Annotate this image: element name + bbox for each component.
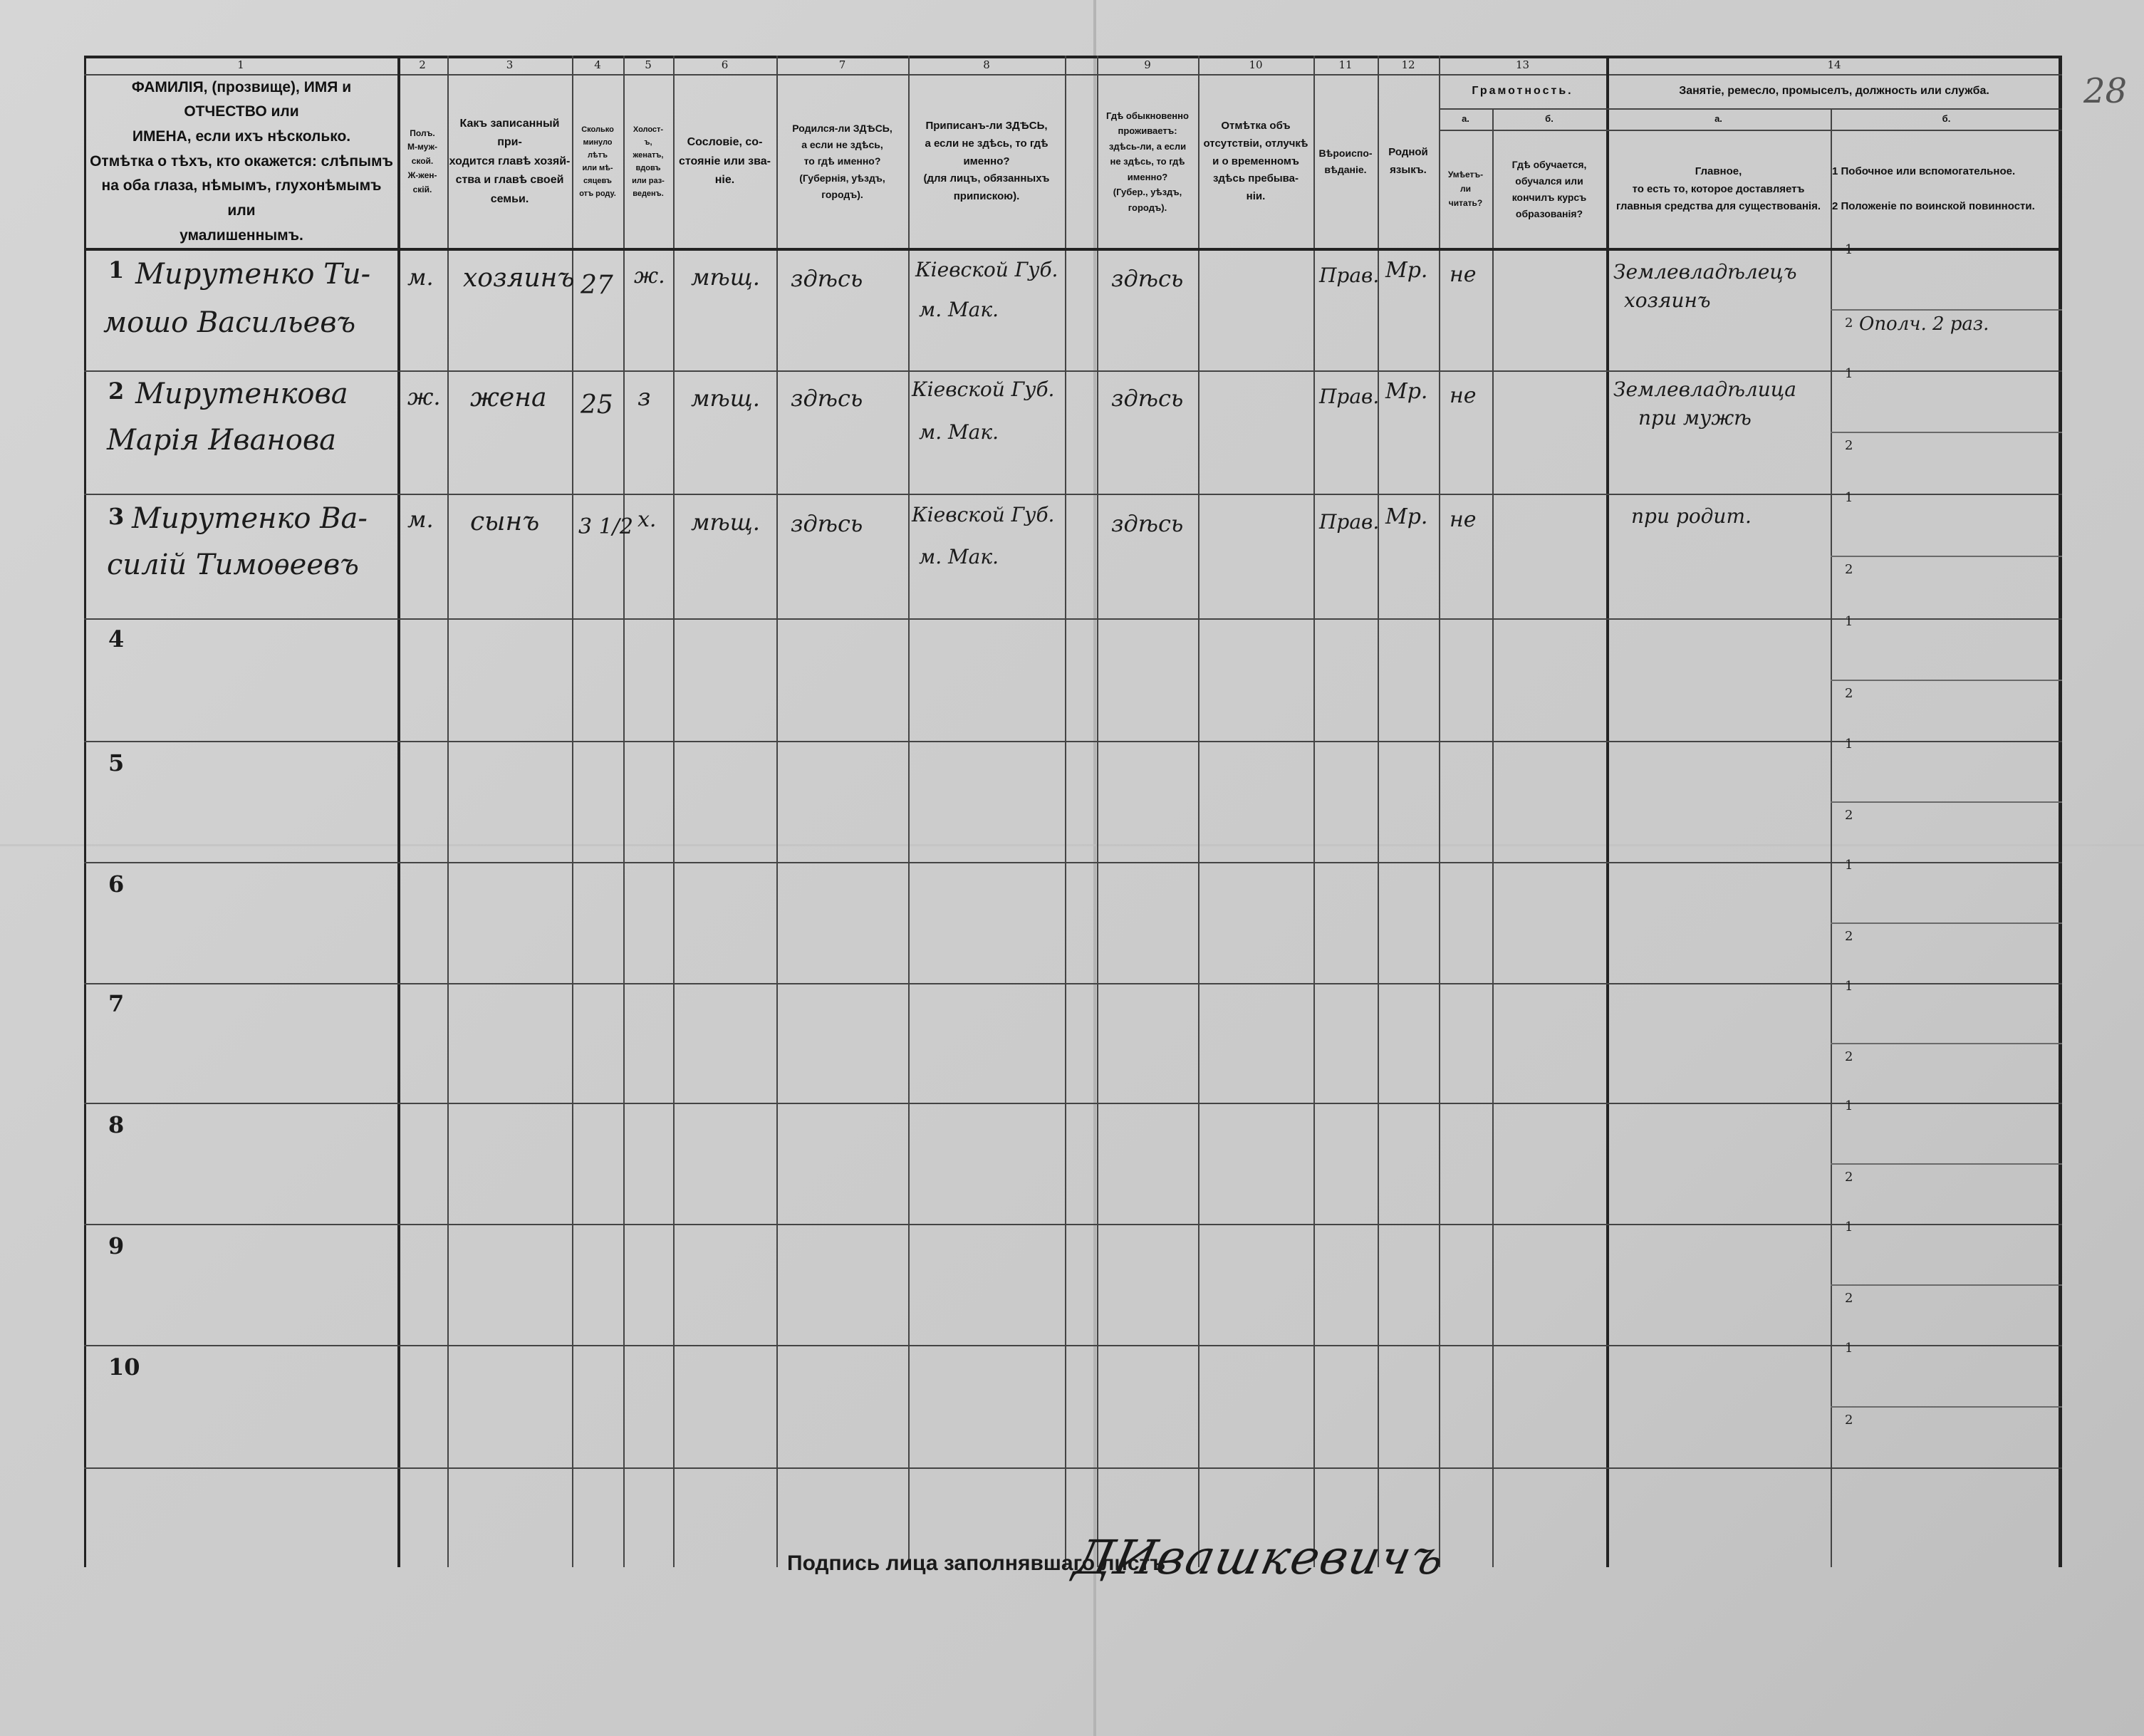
subrow-label: 2 bbox=[1845, 562, 1853, 577]
row2-occupation-line2: при мужѣ bbox=[1638, 406, 1752, 430]
row2-religion: Прав. bbox=[1319, 385, 1380, 408]
subrow-label: 2 bbox=[1845, 1170, 1853, 1185]
header-occupation-b: б. bbox=[1942, 113, 1951, 125]
row3-age: 3 1/2 bbox=[578, 514, 633, 539]
row3-literacy-a: не bbox=[1450, 507, 1477, 532]
col-line-1 bbox=[397, 56, 400, 1567]
header-relation: Какъ записанный при- ходится главѣ хозяй- ства и главѣ своей семьи. bbox=[449, 118, 571, 205]
subrow-label: 1 bbox=[1845, 858, 1853, 873]
row-number: 5 bbox=[108, 749, 125, 776]
header-marital: Холост- ъ, женатъ, вдовъ или раз- веденъ. bbox=[632, 125, 665, 199]
subrow-label: 1 bbox=[1845, 1098, 1853, 1113]
row3-name-line1: Мирутенко Ва- bbox=[132, 502, 368, 535]
header-absence: Отмѣтка объ отсутствіи, отлучкѣ и о временномъ здѣсь пребыва- ніи. bbox=[1203, 120, 1308, 203]
colnum-8: 8 bbox=[983, 58, 990, 71]
row1-occupation-line1: Землевладѣлецъ bbox=[1613, 260, 1797, 284]
header-born: Родился-ли ЗДѢСЬ, а если не здѣсь, то гдѣ именно? (Губернія, уѣздъ, городъ). bbox=[792, 123, 893, 200]
subrow-7 bbox=[1831, 1043, 2062, 1044]
col-line-14a bbox=[1831, 108, 1832, 1567]
colnum-3: 3 bbox=[506, 58, 514, 71]
colnum-2: 2 bbox=[419, 58, 426, 71]
header-resides: Гдѣ обыкновенно проживаетъ: здѣсь-ли, а если не здѣсь, то гдѣ именно? (Губер., уѣздъ, городъ). bbox=[1106, 110, 1189, 213]
header-name: ФАМИЛІЯ, (прозвище), ИМЯ и ОТЧЕСТВО или ИМЕНА, если ихъ нѣсколько. Отмѣтка о тѣхъ, кто окажется: слѣпымъ на оба глаза, нѣмымъ, глухонѣмымъ или умалишеннымъ. bbox=[90, 78, 393, 244]
signature-label: Подпись лица заполнявшаго листъ bbox=[787, 1552, 1166, 1575]
row3-registered-line2: м. Мак. bbox=[919, 545, 999, 568]
row3-born: здѣсь bbox=[791, 510, 863, 537]
col-line-8 bbox=[1065, 56, 1066, 1567]
header-age: Сколько минуло лѣтъ или мѣ- сяцевъ отъ роду. bbox=[579, 125, 616, 199]
header-occupation-a-text: Главное, то есть то, которое доставляетъ главныя средства для существованія. bbox=[1616, 165, 1821, 213]
colnum-10: 10 bbox=[1249, 58, 1263, 71]
row2-age: 25 bbox=[581, 390, 613, 420]
row2-sex: ж. bbox=[407, 383, 441, 410]
col-line-5 bbox=[673, 56, 675, 1567]
row-number: 9 bbox=[108, 1232, 125, 1259]
row1-estate: мѣщ. bbox=[691, 264, 760, 291]
row-line-9 bbox=[84, 1345, 2062, 1346]
row1-relation: хозяинъ bbox=[463, 264, 575, 293]
subrow-5 bbox=[1831, 801, 2062, 803]
row-number: 4 bbox=[108, 625, 125, 653]
row2-name-line2: Марія Иванова bbox=[107, 424, 336, 457]
row3-occupation-line1: при родит. bbox=[1631, 504, 1752, 528]
row-number: 8 bbox=[108, 1111, 125, 1138]
subrow-label: 1 bbox=[1845, 242, 1853, 257]
subrow-label: 2 bbox=[1845, 438, 1853, 453]
subrow-2 bbox=[1831, 432, 2062, 433]
subrow-label: 2 bbox=[1845, 1413, 1853, 1428]
row-line-6 bbox=[84, 983, 2062, 984]
colnum-11: 11 bbox=[1338, 58, 1353, 71]
header-religion: Вѣроиспо- вѣданіе. bbox=[1318, 147, 1373, 175]
colnum-12: 12 bbox=[1401, 58, 1415, 71]
subrow-label: 1 bbox=[1845, 1220, 1853, 1235]
header-literacy-b: б. bbox=[1545, 113, 1554, 125]
colnum-6: 6 bbox=[721, 58, 729, 71]
subrow-4 bbox=[1831, 680, 2062, 681]
subrow-label: 1 bbox=[1845, 979, 1853, 994]
header-occupation-a: а. bbox=[1714, 113, 1722, 125]
subrow-label: 1 bbox=[1845, 366, 1853, 381]
row1-name-line2: мошо Васильевъ bbox=[103, 306, 356, 339]
row2-relation: жена bbox=[470, 383, 547, 412]
row2-marital: з bbox=[638, 383, 651, 412]
row1-name-line1: Мирутенко Ти- bbox=[135, 258, 371, 291]
colnum-9: 9 bbox=[1144, 58, 1151, 71]
subrow-10 bbox=[1831, 1406, 2062, 1408]
subrow-label: 2 bbox=[1845, 808, 1853, 823]
row3-estate: мѣщ. bbox=[691, 509, 760, 536]
header-occupation: Занятіе, ремесло, промыселъ, должность или служба. bbox=[1679, 84, 1989, 97]
subrow-label: 1 bbox=[1845, 490, 1853, 505]
col-line-13 bbox=[1606, 56, 1609, 1567]
subrow-8 bbox=[1831, 1163, 2062, 1165]
row3-religion: Прав. bbox=[1319, 510, 1380, 534]
col-line-2 bbox=[447, 56, 449, 1567]
row2-name-line1: Мирутенкова bbox=[135, 378, 348, 410]
row2-registered-line2: м. Мак. bbox=[919, 420, 999, 444]
header-literacy-b-text: Гдѣ обучается, обучался или кончилъ курсъ образованія? bbox=[1511, 158, 1587, 220]
subrow-label: 2 bbox=[1845, 686, 1853, 701]
row1-sex: м. bbox=[407, 264, 434, 291]
header-occupation-b-text: 1 Побочное или вспомогательное. 2 Положеніе по воинской повинности. bbox=[1832, 165, 2035, 213]
row-line-10 bbox=[84, 1467, 2062, 1469]
row-number: 1 bbox=[108, 256, 125, 284]
colnum-13: 13 bbox=[1515, 58, 1530, 71]
row-line-7 bbox=[84, 1103, 2062, 1104]
row1-resides: здѣсь bbox=[1111, 265, 1184, 292]
signature: ДИвашкевичъ bbox=[1069, 1530, 1451, 1585]
row-number: 6 bbox=[108, 870, 125, 898]
colnum-14: 14 bbox=[1827, 58, 1841, 71]
subrow-label: 2 bbox=[1845, 1291, 1853, 1306]
row3-name-line2: силій Тимоѳеевъ bbox=[107, 549, 359, 581]
row2-occupation-line1: Землевладѣлица bbox=[1613, 378, 1796, 401]
row1-language: Мр. bbox=[1385, 258, 1428, 283]
col-line-4 bbox=[623, 56, 625, 1567]
col-line-8b bbox=[1097, 56, 1098, 1567]
row3-marital: х. bbox=[638, 507, 657, 532]
col-line-6 bbox=[776, 56, 778, 1567]
row1-military: Ополч. 2 раз. bbox=[1859, 313, 1989, 335]
subrow-label: 2 bbox=[1845, 316, 1853, 331]
header-estate: Сословіе, со- стояніе или зва- ніе. bbox=[679, 136, 771, 187]
row3-registered-line1: Кіевской Губ. bbox=[912, 503, 1055, 526]
subrow-label: 2 bbox=[1845, 1049, 1853, 1064]
col-line-10 bbox=[1313, 56, 1315, 1567]
header-language: Родной языкъ. bbox=[1388, 146, 1428, 176]
row2-born: здѣсь bbox=[791, 385, 863, 412]
row-line-2 bbox=[84, 494, 2062, 495]
row1-born: здѣсь bbox=[791, 265, 863, 292]
row-line-1 bbox=[84, 370, 2062, 372]
sub-letter-divider bbox=[1439, 130, 2062, 131]
subrow-label: 1 bbox=[1845, 614, 1853, 629]
row-line-8 bbox=[84, 1224, 2062, 1225]
row-number: 3 bbox=[108, 503, 125, 530]
row1-religion: Прав. bbox=[1319, 264, 1380, 287]
colnum-4: 4 bbox=[594, 58, 601, 71]
header-bottom-line bbox=[84, 248, 2062, 251]
row2-resides: здѣсь bbox=[1111, 385, 1184, 412]
subrow-label: 1 bbox=[1845, 1341, 1853, 1356]
row3-language: Мр. bbox=[1385, 504, 1428, 529]
row1-marital: ж. bbox=[634, 264, 665, 289]
archive-page-mark: 28 bbox=[2083, 71, 2128, 111]
row-line-3 bbox=[84, 618, 2062, 620]
col-line-13a bbox=[1492, 108, 1494, 1567]
col-line-9 bbox=[1198, 56, 1200, 1567]
colnum-1: 1 bbox=[237, 58, 244, 71]
row1-registered-line2: м. Мак. bbox=[919, 298, 999, 321]
row2-estate: мѣщ. bbox=[691, 385, 760, 412]
row3-relation: сынъ bbox=[470, 507, 540, 536]
row1-registered-line1: Кіевской Губ. bbox=[915, 258, 1058, 281]
header-literacy-a-text: Умѣетъ- ли читать? bbox=[1447, 170, 1484, 208]
row1-occupation-line2: хозяинъ bbox=[1624, 289, 1711, 312]
col-line-12 bbox=[1439, 56, 1440, 1567]
subrow-9 bbox=[1831, 1284, 2062, 1286]
row1-age: 27 bbox=[581, 271, 613, 300]
row-line-4 bbox=[84, 741, 2062, 742]
header-literacy-a: а. bbox=[1462, 113, 1469, 125]
row1-literacy-a: не bbox=[1450, 262, 1477, 287]
subrow-6 bbox=[1831, 922, 2062, 924]
col-line-7 bbox=[908, 56, 910, 1567]
row3-sex: м. bbox=[407, 506, 434, 533]
row2-registered-line1: Кіевской Губ. bbox=[912, 378, 1055, 401]
header-sex: Полъ. М-муж- ской. Ж-жен- скій. bbox=[407, 128, 438, 194]
row2-language: Мр. bbox=[1385, 379, 1428, 404]
subrow-label: 1 bbox=[1845, 737, 1853, 752]
colnum-5: 5 bbox=[645, 58, 652, 71]
header-literacy: Грамотность. bbox=[1472, 84, 1573, 97]
row-number: 7 bbox=[108, 990, 125, 1017]
row-number: 2 bbox=[108, 378, 125, 405]
row-number: 10 bbox=[108, 1353, 140, 1381]
subrow-3 bbox=[1831, 556, 2062, 557]
row-line-5 bbox=[84, 862, 2062, 863]
row2-literacy-a: не bbox=[1450, 383, 1477, 408]
subrow-1 bbox=[1831, 309, 2062, 311]
colnum-7: 7 bbox=[838, 58, 846, 71]
row3-resides: здѣсь bbox=[1111, 510, 1184, 537]
subrow-label: 2 bbox=[1845, 929, 1853, 944]
header-registered: Приписанъ-ли ЗДѢСЬ, а если не здѣсь, то гдѣ именно? (для лицъ, обязанныхъ припискою). bbox=[923, 120, 1050, 203]
